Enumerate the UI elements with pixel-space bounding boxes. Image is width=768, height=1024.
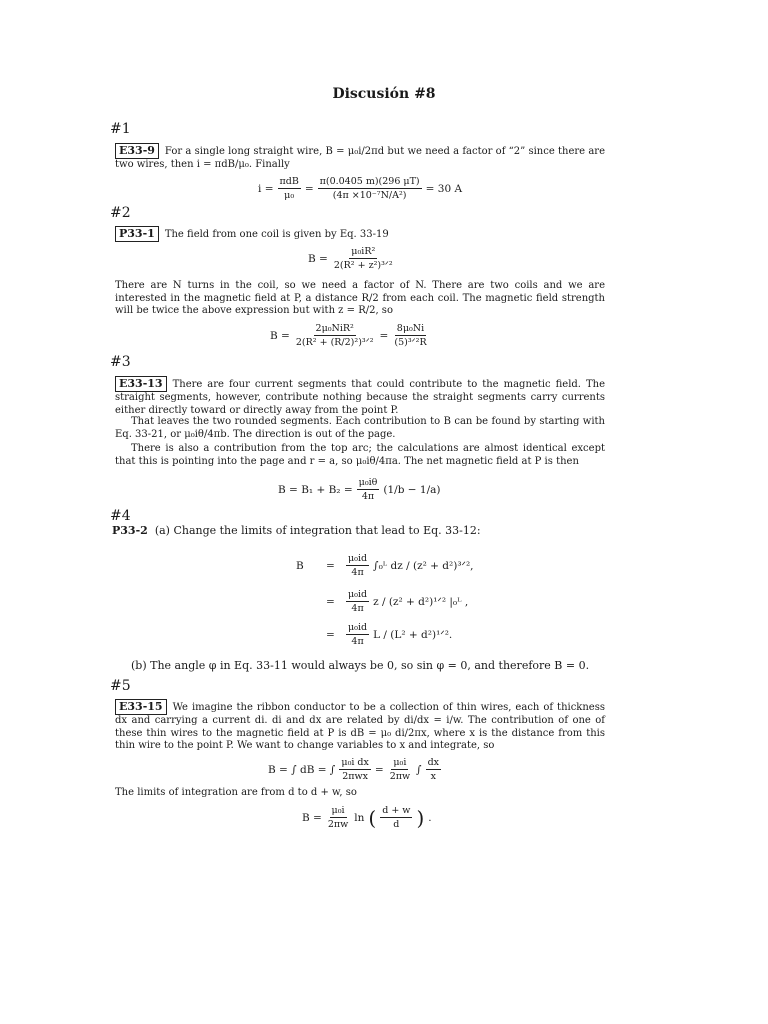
eq-num: π(0.0405 m)(296 μT) (319, 176, 420, 187)
eq-op: = (326, 559, 335, 572)
equation-5a: B = ∫ dB = ∫ $\frac{\text{μ₀i dx}}{\text{2πwx}}$ = $\frac{\text{μ₀i}}{2\pi w}$ ∫ $\frac{dx}{x}$ (268, 757, 440, 782)
problem-tag: E33-9 (115, 143, 159, 159)
eq-den: 2πw (327, 819, 349, 830)
eq-den: 4π (351, 636, 364, 647)
section-3-header: #3 (110, 354, 131, 370)
equation-3 (278, 477, 441, 502)
eq-lhs: B = (308, 252, 328, 265)
eq-num: πdB (279, 176, 299, 187)
eq-den: 4π (361, 491, 375, 502)
eq-den: 2(R² + z²)³ᐟ² (333, 260, 393, 271)
eq-num: 2μ₀NiR² (315, 323, 354, 334)
eq-num: μ₀i (331, 805, 345, 816)
eq-num: μ₀iθ (358, 477, 378, 488)
eq-num: d + w (382, 805, 411, 816)
paragraph: For a single long straight wire, B = μ₀i/2πd but we need a factor of “2” since there are two wires, then i = πdB/μ₀. Finally (115, 146, 605, 170)
eq-paren: (1/b − 1/a) (383, 483, 441, 496)
eq-den: 2(R² + (R/2)²)³ᐟ² (295, 337, 374, 348)
page-title: Discusión #8 (332, 86, 436, 102)
eq-den: 2πwx (342, 771, 369, 782)
eq-op: = (326, 628, 335, 641)
eq-num: μ₀id (348, 622, 368, 633)
eq-num: μ₀i (393, 757, 407, 768)
eq-lhs: B (296, 559, 304, 572)
eq-den: (4π ×10⁻⁷N/A²) (332, 190, 407, 201)
eq-lhs: B = (270, 329, 290, 342)
eq-den: (5)³ᐟ²R (394, 337, 427, 348)
equation-4-line3 (296, 622, 452, 647)
eq-den: 4π (351, 603, 364, 614)
eq-num: μ₀id (348, 589, 368, 600)
section-4-header: #4 (110, 508, 131, 524)
section-2-text (115, 226, 605, 242)
section-3-text (115, 376, 605, 417)
section-1-text (115, 143, 605, 172)
eq-num: μ₀iR² (351, 246, 376, 257)
eq-den: 4π (351, 567, 364, 578)
eq-tail: ∫₀ᴸ dz / (z² + d²)³ᐟ², (373, 559, 474, 572)
eq-tail: z / (z² + d²)¹ᐟ² |₀ᴸ , (373, 595, 469, 608)
equation-4-line2 (296, 589, 468, 614)
section-5-text (115, 699, 605, 753)
eq-den: μ₀ (284, 190, 295, 201)
eq-den: 2πw (389, 771, 411, 782)
eq-num: dx (427, 757, 440, 768)
paragraph: The field from one coil is given by Eq. 33-19 (164, 229, 389, 240)
eq-den: x (430, 771, 436, 782)
problem-tag: E33-15 (115, 699, 167, 715)
section-1-header: #1 (110, 121, 131, 137)
eq-den: d (393, 819, 400, 830)
eq-op: = (326, 595, 335, 608)
eq-num: μ₀i dx (341, 757, 369, 768)
eq-lhs: B = B₁ + B₂ = (278, 483, 353, 496)
problem-tag: P33-2 (112, 524, 148, 537)
section-4-text2: (b) The angle φ in Eq. 33-11 would always be 0, so sin φ = 0, and therefore B = 0. (131, 659, 590, 672)
equation-4-line1 (296, 553, 474, 578)
section-2-text2: There are N turns in the coil, so we need a factor of N. There are two coils and we are interested in the magnetic field at P, a distance R/2 from each coil. The magnetic field strength will be twice the above expression but with z = R/2, so (115, 280, 605, 316)
eq-lhs: i = (258, 182, 274, 195)
equation-2a (308, 246, 395, 271)
eq-rhs: = 30 A (425, 182, 463, 195)
paragraph: We imagine the ribbon conductor to be a collection of thin wires, each of thickness dx and carrying a current di. di and dx are related by di/dx = i/w. The contribution of one of these thin wires to the magnetic field at P is dB = μ₀ di/2πx, where x is the distance from this thin wire to the point P. We want to change variables to x and integrate, so (115, 702, 605, 751)
section-2-header: #2 (110, 205, 131, 221)
equation-2b: B = $\frac{\text{2μ₀NiR²}}{\text{2(R² + (R/2)²)³ᐟ²}}$ = $\frac{\text{8μ₀Ni}}{\text{(5)³ᐟ²R}}$ (270, 323, 427, 348)
eq-integral: ∫ (416, 763, 422, 776)
eq-lhs: B = ∫ dB = ∫ (268, 763, 336, 776)
section-5-header: #5 (110, 678, 131, 694)
section-5-text2: The limits of integration are from d to d + w, so (115, 787, 357, 798)
paragraph: There are four current segments that could contribute to the magnetic field. The straight segments, however, contribute nothing because the straight segments carry currents either directly toward or directly away from the point P. (115, 379, 605, 416)
equation-5b: B = $\frac{\text{μ₀i}}{2\pi w}$ ln ( $\frac{d + w}{d}$ ) . (302, 805, 432, 830)
eq-num: 8μ₀Ni (396, 323, 425, 334)
eq-tail: L / (L² + d²)¹ᐟ². (373, 628, 453, 641)
eq-lhs: B = (302, 811, 322, 824)
paragraph: (a) Change the limits of integration that lead to Eq. 33-12: (154, 524, 481, 537)
problem-tag: P33-1 (115, 226, 159, 242)
section-4-text (112, 525, 602, 538)
section-3-text3: There is also a contribution from the top arc; the calculations are almost identical except that this is pointing into the page and r = a, so μ₀iθ/4πa. The net magnetic field at P is then (115, 443, 605, 467)
eq-num: μ₀id (348, 553, 368, 564)
eq-ln: ln (354, 811, 365, 824)
section-3-text2: That leaves the two rounded segments. Each contribution to B can be found by starting with Eq. 33-21, or μ₀iθ/4πb. The direction is out of the page. (115, 416, 605, 440)
equation-1: i = $\frac{\text{πdB}}{\text{μ₀}}$ = $\frac{\pi(0.0405 m)(296 \mu T)}{\text{(4π ×10⁻⁷N/A²)}}$ = 30 A (258, 176, 463, 201)
problem-tag: E33-13 (115, 376, 167, 392)
